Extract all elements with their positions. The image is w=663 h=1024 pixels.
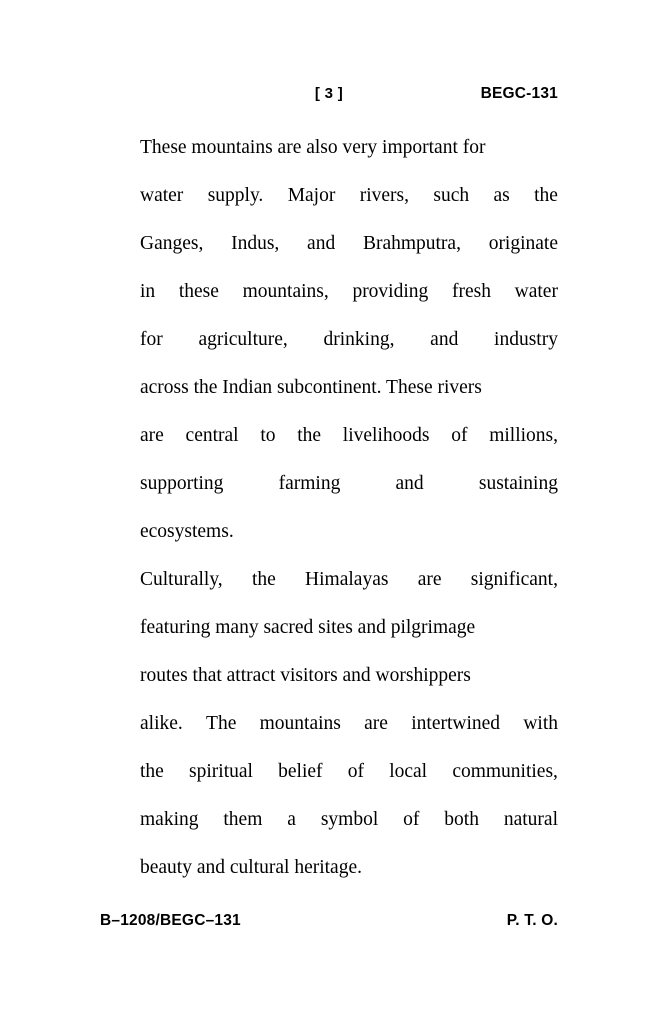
word: Ganges, xyxy=(140,233,204,254)
word: and xyxy=(395,473,424,494)
word: of xyxy=(403,809,420,830)
word: agriculture, xyxy=(198,329,288,350)
word: Brahmputra, xyxy=(362,233,461,254)
text-line xyxy=(140,172,558,220)
word: are xyxy=(364,713,388,734)
word: the xyxy=(297,425,322,446)
word: water xyxy=(514,281,558,302)
word: are xyxy=(140,425,164,446)
word: livelihoods xyxy=(342,425,430,446)
word: the xyxy=(534,185,558,206)
word: as xyxy=(493,185,510,206)
word: supply. xyxy=(207,185,264,206)
word: mountains, xyxy=(242,281,329,302)
word: a xyxy=(287,809,296,830)
text-line xyxy=(140,316,558,364)
text-line xyxy=(140,220,558,268)
word: significant, xyxy=(470,569,558,590)
paper-code: BEGC-131 xyxy=(480,85,558,102)
paragraph-1 xyxy=(140,124,558,556)
word: symbol xyxy=(320,809,379,830)
word: and xyxy=(430,329,459,350)
word: to xyxy=(260,425,276,446)
word: both xyxy=(444,809,479,830)
word: industry xyxy=(494,329,558,350)
word: Himalayas xyxy=(305,569,389,590)
word: local xyxy=(389,761,428,782)
word: providing xyxy=(352,281,429,302)
text-line xyxy=(140,460,558,508)
text-line: beauty and cultural heritage. xyxy=(140,857,362,878)
word: mountains xyxy=(259,713,341,734)
word: millions, xyxy=(489,425,558,446)
word: the xyxy=(140,761,164,782)
text-line: These mountains are also very important for xyxy=(140,137,486,158)
text-line xyxy=(140,412,558,460)
text-line xyxy=(140,748,558,796)
body-text xyxy=(140,124,558,892)
text-line xyxy=(140,268,558,316)
page-header xyxy=(100,84,558,108)
text-line xyxy=(140,556,558,604)
word: spiritual xyxy=(189,761,253,782)
word: natural xyxy=(503,809,558,830)
word: The xyxy=(206,713,237,734)
word: with xyxy=(523,713,558,734)
word: of xyxy=(451,425,468,446)
word: them xyxy=(223,809,263,830)
word: in xyxy=(140,281,156,302)
word: are xyxy=(417,569,442,590)
page-footer xyxy=(100,910,558,936)
word: making xyxy=(140,809,199,830)
word: for xyxy=(140,329,163,350)
word: communities, xyxy=(452,761,558,782)
word: water xyxy=(140,185,184,206)
word: and xyxy=(307,233,336,254)
word: originate xyxy=(488,233,558,254)
text-line: routes that attract visitors and worshippers xyxy=(140,665,471,686)
text-line: across the Indian subcontinent. These rivers xyxy=(140,377,482,398)
word: Major xyxy=(287,185,336,206)
word: alike. xyxy=(140,713,183,734)
paragraph-2 xyxy=(140,556,558,892)
text-line xyxy=(140,796,558,844)
word: rivers, xyxy=(359,185,409,206)
word: fresh xyxy=(451,281,491,302)
text-line: featuring many sacred sites and pilgrimage xyxy=(140,617,476,638)
word: central xyxy=(185,425,239,446)
footer-paper-code: B–1208/BEGC–131 xyxy=(100,912,241,929)
word: Culturally, xyxy=(140,569,223,590)
word: of xyxy=(347,761,364,782)
word: the xyxy=(251,569,276,590)
text-line xyxy=(140,700,558,748)
word: Indus, xyxy=(231,233,280,254)
word: such xyxy=(433,185,470,206)
word: drinking, xyxy=(323,329,395,350)
word: farming xyxy=(278,473,341,494)
word: supporting xyxy=(140,473,224,494)
word: intertwined xyxy=(411,713,501,734)
word: these xyxy=(178,281,219,302)
word: belief xyxy=(278,761,323,782)
text-line: ecosystems. xyxy=(140,521,234,542)
word: sustaining xyxy=(478,473,558,494)
footer-pto-note: P. T. O. xyxy=(506,912,558,929)
page-number: [ 3 ] xyxy=(314,85,344,102)
